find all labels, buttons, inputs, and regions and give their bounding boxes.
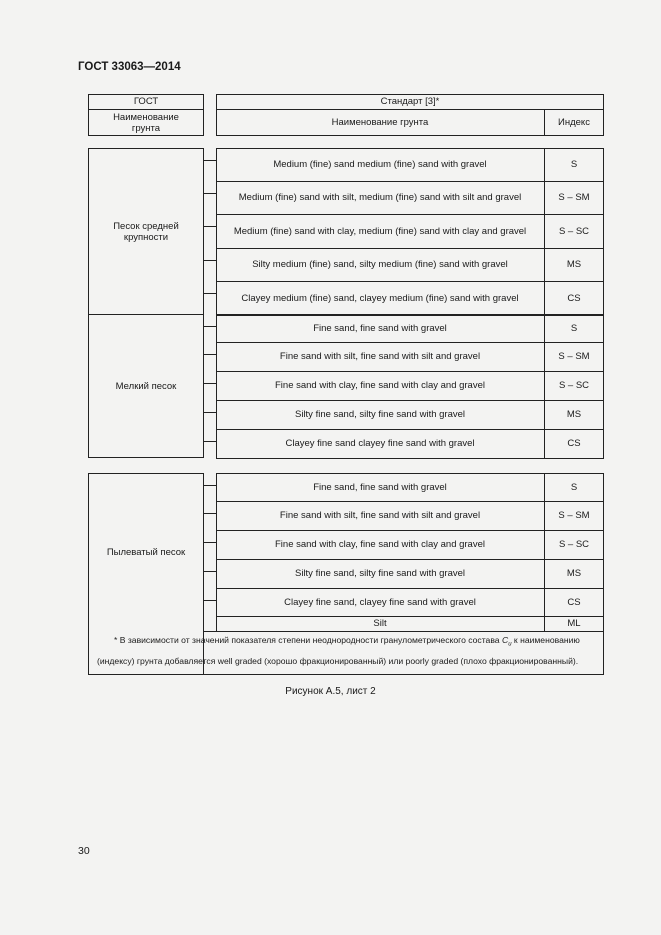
soil-name-cell: Medium (fine) sand with silt, medium (fine) sand with silt and gravel <box>238 192 522 203</box>
header-gost: ГОСТ <box>133 96 159 107</box>
soil-index-cell: MS <box>566 259 582 270</box>
connector-tick <box>204 354 216 355</box>
soil-index-cell: ML <box>567 618 581 629</box>
soil-index-cell: S <box>570 159 578 170</box>
connector-tick <box>204 193 216 194</box>
connector-tick <box>204 326 216 327</box>
soil-index-cell: S <box>570 481 578 493</box>
gost-soil-label: Пылеватый песок <box>106 546 186 558</box>
footnote-rest: к наименованию (индексу) грунта добавляется well graded (хорошо фракционированный) или poorly graded (плохо фракционированный). <box>97 635 580 666</box>
soil-index-cell: S – SC <box>558 380 590 391</box>
connector-tick <box>204 600 216 601</box>
footnote-text: * В зависимости от значений показателя степени неоднородности гранулометрического состава <box>114 635 502 645</box>
connector-tick <box>204 412 216 413</box>
soil-name-cell: Fine sand with clay, fine sand with clay and gravel <box>275 539 485 550</box>
header-index: Индекс <box>558 117 590 128</box>
connector-tick <box>204 485 216 486</box>
connector-tick <box>204 513 216 514</box>
connector-tick <box>204 571 216 572</box>
footnote-symbol: C <box>501 635 509 645</box>
soil-name-cell: Fine sand with silt, fine sand with silt and gravel <box>279 510 481 521</box>
page-number: 30 <box>78 845 90 857</box>
soil-name-cell: Silty fine sand, silty fine sand with gravel <box>294 409 466 420</box>
soil-name-cell: Silty medium (fine) sand, silty medium (fine) sand with gravel <box>252 259 508 270</box>
soil-name-cell: Fine sand, fine sand with gravel <box>313 481 447 493</box>
soil-name-cell: Clayey fine sand, clayey fine sand with gravel <box>284 596 476 608</box>
soil-name-cell: Fine sand, fine sand with gravel <box>313 322 447 334</box>
soil-index-cell: MS <box>566 568 582 579</box>
soil-index-cell: S – SC <box>558 539 590 550</box>
gost-soil-label: Мелкий песок <box>115 380 177 392</box>
soil-name-cell: Silt <box>373 618 387 629</box>
soil-name-cell: Clayey medium (fine) sand, clayey medium (fine) sand with gravel <box>241 292 519 304</box>
figure-caption: Рисунок А.5, лист 2 <box>285 686 376 697</box>
soil-name-cell: Medium (fine) sand with clay, medium (fine) sand with clay and gravel <box>233 225 527 237</box>
soil-index-cell: CS <box>567 438 581 449</box>
footnote-frame-bottom <box>88 674 604 675</box>
soil-index-cell: CS <box>567 292 581 304</box>
footnote-symbol-subscript: u <box>508 641 512 648</box>
soil-index-cell: CS <box>567 596 581 608</box>
soil-name-cell: Clayey fine sand clayey fine sand with gravel <box>285 438 475 449</box>
header-standard-soil-name: Наименование грунта <box>331 117 429 128</box>
soil-name-cell: Medium (fine) sand medium (fine) sand with gravel <box>273 159 487 170</box>
connector-tick <box>204 441 216 442</box>
footnote-frame-right <box>603 631 604 675</box>
soil-index-cell: S – SM <box>558 192 590 203</box>
connector-tick <box>204 226 216 227</box>
gost-soil-label: Песок средней крупности <box>113 220 179 243</box>
soil-index-cell: MS <box>566 409 582 420</box>
soil-name-cell: Silty fine sand, silty fine sand with gravel <box>294 568 466 579</box>
footnote <box>97 632 597 669</box>
header-gost-soil-name: Наименование грунта <box>113 111 179 134</box>
soil-name-cell: Fine sand with clay, fine sand with clay and gravel <box>275 380 485 391</box>
connector-tick <box>204 160 216 161</box>
soil-index-cell: S <box>570 322 578 334</box>
soil-index-cell: S – SM <box>558 510 590 521</box>
connector-tick <box>204 542 216 543</box>
connector-tick <box>204 260 216 261</box>
document-title: ГОСТ 33063—2014 <box>78 61 181 73</box>
soil-index-cell: S – SM <box>558 351 590 362</box>
connector-tick <box>204 293 216 294</box>
soil-name-cell: Fine sand with silt, fine sand with silt and gravel <box>279 351 481 362</box>
header-standard: Стандарт [3]* <box>380 96 440 107</box>
soil-index-cell: S – SC <box>558 225 590 237</box>
connector-tick <box>204 383 216 384</box>
